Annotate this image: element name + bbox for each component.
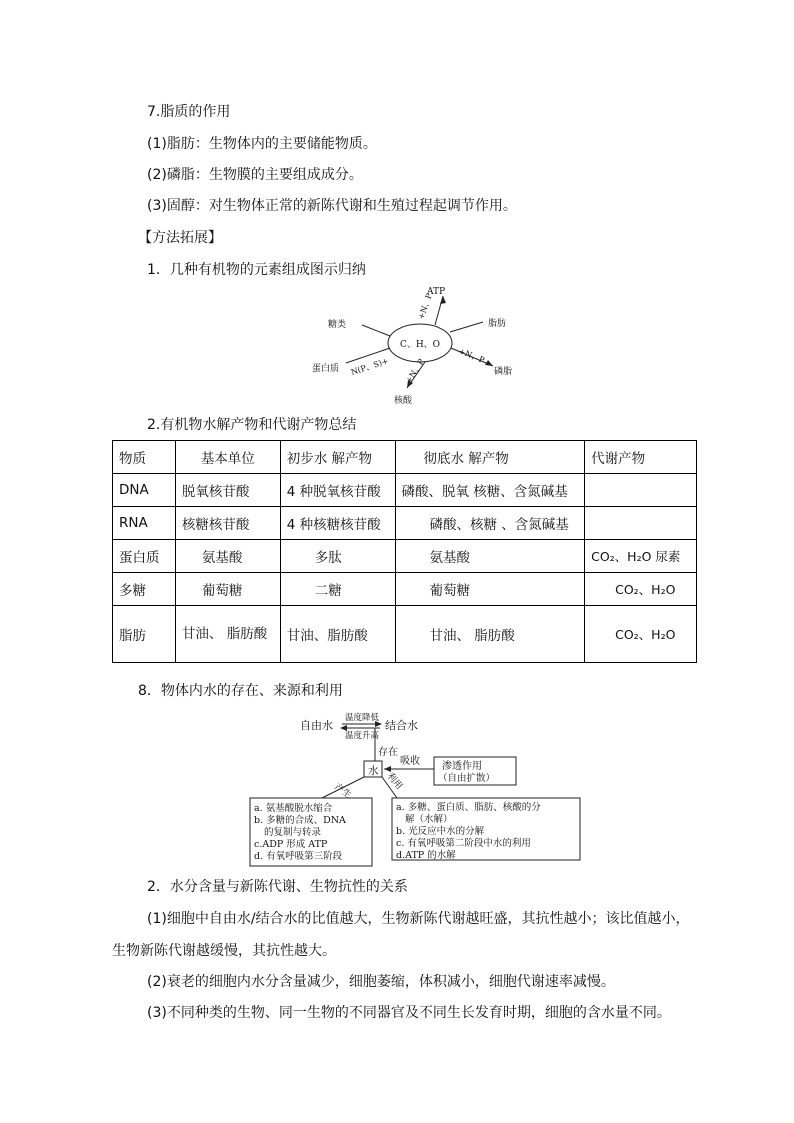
produce-item: d. 有氧呼吸第三阶段: [254, 851, 343, 862]
relation-p3: (3)不同种类的生物、同一生物的不同器官及不同生长发育时期，细胞的含水量不同。: [147, 1005, 671, 1021]
use-item: b. 光反应中水的分解: [396, 826, 485, 837]
table-cell: 葡萄糖: [175, 573, 280, 606]
method-heading: 【方法拓展】: [138, 230, 222, 246]
label-nucleic: 核酸: [394, 396, 413, 406]
label-center: C、H、O: [399, 340, 441, 350]
table-row: [113, 606, 697, 663]
table-cell: CO₂、H₂O: [585, 573, 697, 606]
table-cell: 脂肪: [113, 606, 176, 663]
table-cell: 氨基酸: [395, 540, 585, 573]
label-phospholipid-branch: +N、P: [457, 346, 486, 366]
label-bound-water: 结合水: [385, 719, 418, 732]
line-lipid: [450, 322, 483, 332]
label-use: 利用: [384, 771, 404, 792]
label-protein: 蛋白质: [312, 364, 340, 374]
table-cell: 4 种脱氧核苷酸: [280, 474, 395, 507]
method-item-1-title: 1．几种有机物的元素组成图示归纳: [147, 262, 366, 278]
label-osmosis-1: 渗透作用: [442, 761, 482, 772]
use-item: a. 多糖、蛋白质、脂肪、核酸的分: [396, 802, 541, 813]
produce-item: a. 氨基酸脱水缩合: [254, 803, 333, 814]
label-nucleic-branch: +N、P: [404, 357, 427, 386]
table-cell: 二糖: [280, 573, 395, 606]
line-sugar: [362, 325, 390, 336]
table-cell: [585, 507, 697, 540]
water-diagram: [242, 710, 587, 868]
table-cell: 氨基酸: [175, 540, 280, 573]
label-osmosis-2: （自由扩散）: [438, 773, 496, 784]
table-row: [113, 540, 697, 573]
table-cell: 蛋白质: [113, 540, 176, 573]
label-exist: 存在: [378, 747, 398, 758]
table-cell: CO₂、H₂O 尿素: [585, 540, 697, 573]
label-temp-up: 温度升高: [345, 731, 380, 741]
table-header: 基本单位: [175, 441, 280, 474]
table-cell: 4 种核糖核苷酸: [280, 507, 395, 540]
table-header: 代谢产物: [585, 441, 697, 474]
table-row: [113, 507, 697, 540]
table-cell: 脱氧核苷酸: [175, 474, 280, 507]
use-item: d.ATP 的水解: [396, 850, 456, 861]
produce-item: b. 多糖的合成、DNA: [254, 815, 346, 826]
table-cell: 磷酸、脱氧 核糖、含氮碱基: [395, 474, 585, 507]
table-cell: [585, 474, 697, 507]
table-header: 物质: [113, 441, 176, 474]
section-8-title: 8．物体内水的存在、来源和利用: [138, 683, 343, 699]
relation-title: 2．水分含量与新陈代谢、生物抗性的关系: [147, 879, 408, 895]
table-cell: DNA: [113, 474, 176, 507]
produce-item: c.ADP 形成 ATP: [254, 839, 328, 850]
section-7-item-3: (3)固醇：对生物体正常的新陈代谢和生殖过程起调节作用。: [147, 198, 517, 214]
use-item: 解（水解）: [405, 814, 453, 825]
table-cell: 核糖核苷酸: [175, 507, 280, 540]
label-produce: 产生: [332, 782, 353, 801]
table-cell: 磷酸、核糖 、含氮碱基: [395, 507, 585, 540]
label-water: 水: [368, 765, 379, 777]
label-temp-down: 温度降低: [345, 713, 380, 723]
table-header: 初步水 解产物: [280, 441, 395, 474]
element-composition-diagram: [300, 282, 530, 407]
table-cell: 葡萄糖: [395, 573, 585, 606]
table-cell: CO₂、H₂O: [585, 606, 697, 663]
item-2-title: 2.有机物水解产物和代谢产物总结: [147, 417, 357, 433]
section-7-item-1: (1)脂肪：生物体内的主要储能物质。: [147, 136, 377, 152]
section-7-item-2: (2)磷脂：生物膜的主要组成成分。: [147, 167, 363, 183]
table-header-row: [113, 441, 697, 474]
relation-p1-line2: 生物新陈代谢越缓慢，其抗性越大。: [112, 943, 336, 959]
arrow-phospholipid: [485, 360, 493, 366]
use-item: c. 有氧呼吸第二阶段中水的利用: [396, 838, 531, 849]
table-cell: 甘油、脂肪酸: [280, 606, 395, 663]
label-sugar: 糖类: [328, 320, 347, 330]
arrow-atp: [440, 296, 446, 304]
table-row: [113, 474, 697, 507]
table-cell: 甘油、 脂肪酸: [395, 606, 585, 663]
produce-item: 的复制与转录: [264, 827, 322, 838]
arrow-absorb: [384, 766, 391, 772]
label-atp-branch: +N、P: [416, 292, 435, 321]
hydrolysis-summary-table: [112, 440, 697, 663]
table-cell: 多肽: [280, 540, 395, 573]
table-cell: RNA: [113, 507, 176, 540]
relation-p1-line1: (1)细胞中自由水/结合水的比值越大，生物新陈代谢越旺盛，其抗性越小；该比值越小，: [147, 911, 690, 927]
table-cell: 甘油、 脂肪酸: [175, 606, 280, 663]
label-lipid: 脂肪: [488, 319, 507, 329]
relation-p2: (2)衰老的细胞内水分含量减少，细胞萎缩，体积减小，细胞代谢速率减慢。: [147, 974, 615, 990]
table-row: [113, 573, 697, 606]
label-atp: ATP: [427, 287, 446, 297]
section-7-title: 7.脂质的作用: [147, 104, 231, 120]
label-absorb: 吸收: [400, 756, 420, 767]
table-header: 彻底水 解产物: [395, 441, 585, 474]
table-cell: 多糖: [113, 573, 176, 606]
label-free-water: 自由水: [300, 719, 333, 732]
label-protein-branch: N(P、S)+: [349, 356, 390, 377]
label-phospholipid: 磷脂: [494, 367, 513, 377]
